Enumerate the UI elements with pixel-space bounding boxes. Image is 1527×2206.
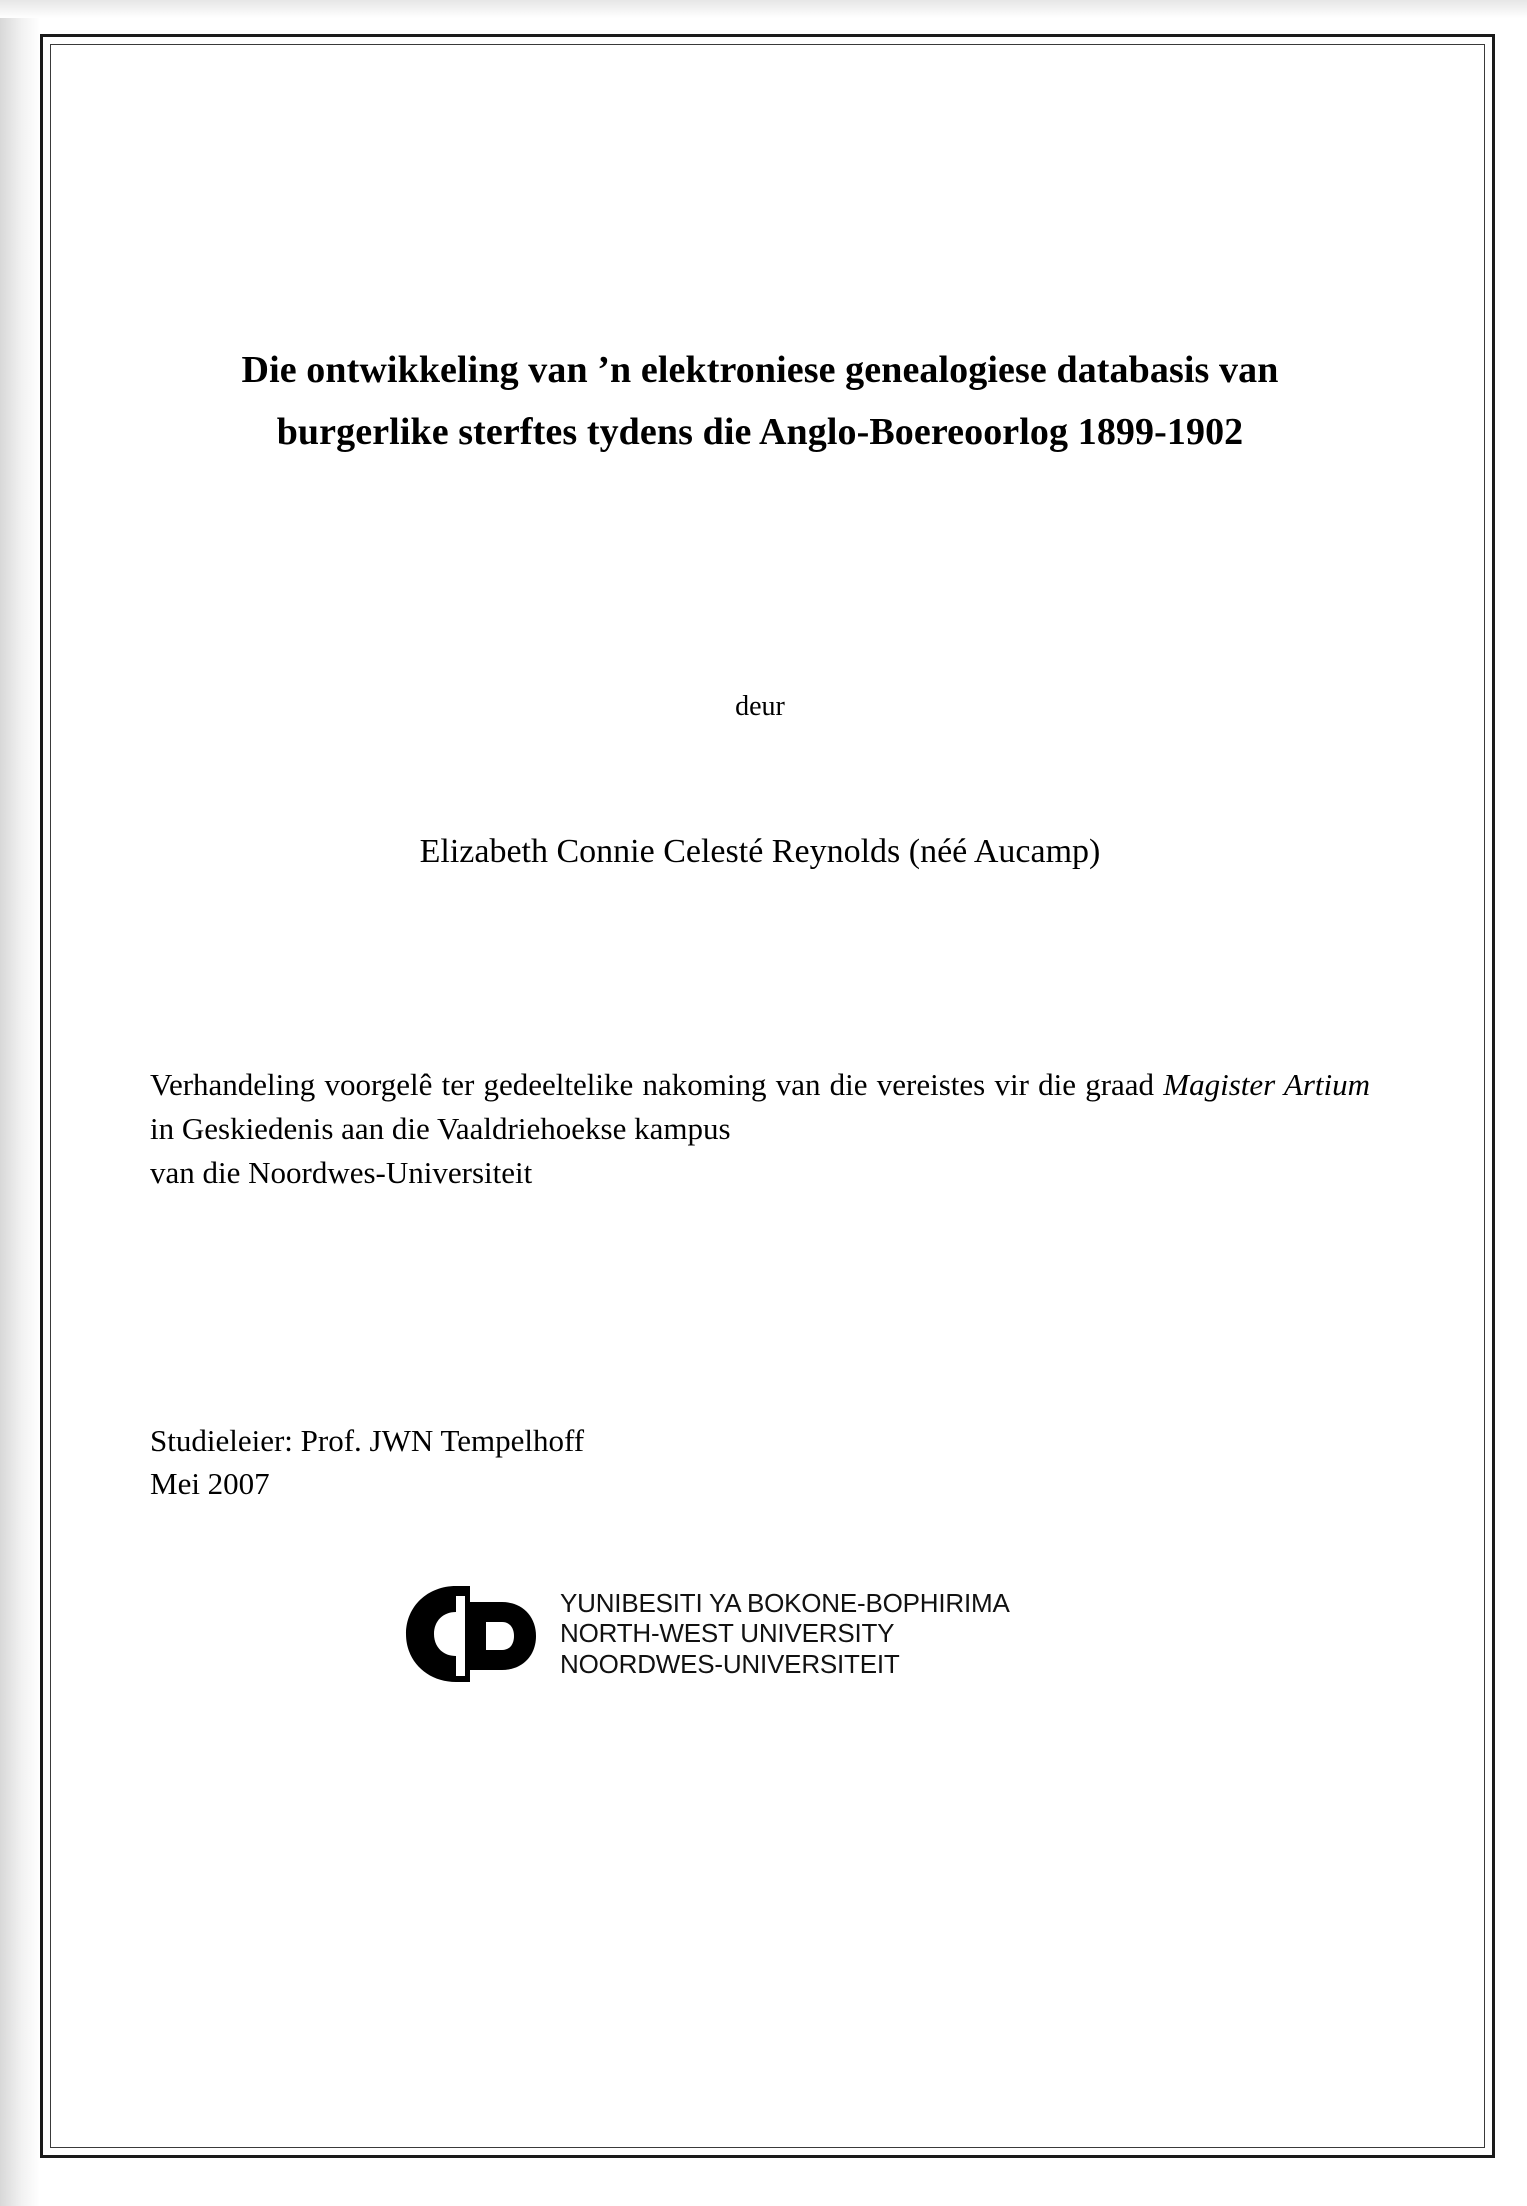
degree-statement-part1: Verhandeling voorgelê ter gedeeltelike nakoming van die vereistes vir die graad bbox=[150, 1067, 1164, 1103]
university-logo-text bbox=[560, 1588, 1010, 1679]
university-name-setswana: YUNIBESITI YA BOKONE-BOPHIRIMA bbox=[560, 1588, 1010, 1619]
supervisor-line: Studieleier: Prof. JWN Tempelhoff bbox=[150, 1423, 585, 1459]
page-title bbox=[190, 340, 1330, 463]
degree-statement-part3: van die Noordwes-Universiteit bbox=[150, 1155, 533, 1191]
supervisor-block bbox=[150, 1420, 1370, 1506]
university-name-english: NORTH-WEST UNIVERSITY bbox=[560, 1618, 895, 1649]
university-name-afrikaans: NOORDWES-UNIVERSITEIT bbox=[560, 1648, 900, 1679]
degree-statement-part2: in Geskiedenis aan die Vaaldriehoekse kampus bbox=[150, 1111, 731, 1147]
degree-name-italic: Magister Artium bbox=[1163, 1067, 1370, 1103]
page-title-line-2: burgerlike sterftes tydens die Anglo-Boereoorlog 1899-1902 bbox=[276, 410, 1244, 453]
north-west-university-logo-icon bbox=[398, 1580, 550, 1688]
page-title-line-1: Die ontwikkeling van ’n elektroniese genealogiese databasis van bbox=[241, 349, 1279, 391]
author-name: Elizabeth Connie Celesté Reynolds (néé Aucamp) bbox=[419, 833, 1101, 871]
title-page-content bbox=[150, 340, 1370, 1688]
degree-statement-paragraph bbox=[150, 1063, 1370, 1151]
scan-edge-shadow-top bbox=[0, 0, 1527, 18]
scan-edge-shadow-left bbox=[0, 0, 40, 2206]
degree-statement bbox=[150, 1063, 1370, 1195]
university-logo-block bbox=[150, 1580, 1370, 1688]
author-prefix-label: deur bbox=[735, 691, 785, 723]
submission-date: Mei 2007 bbox=[150, 1465, 270, 1501]
